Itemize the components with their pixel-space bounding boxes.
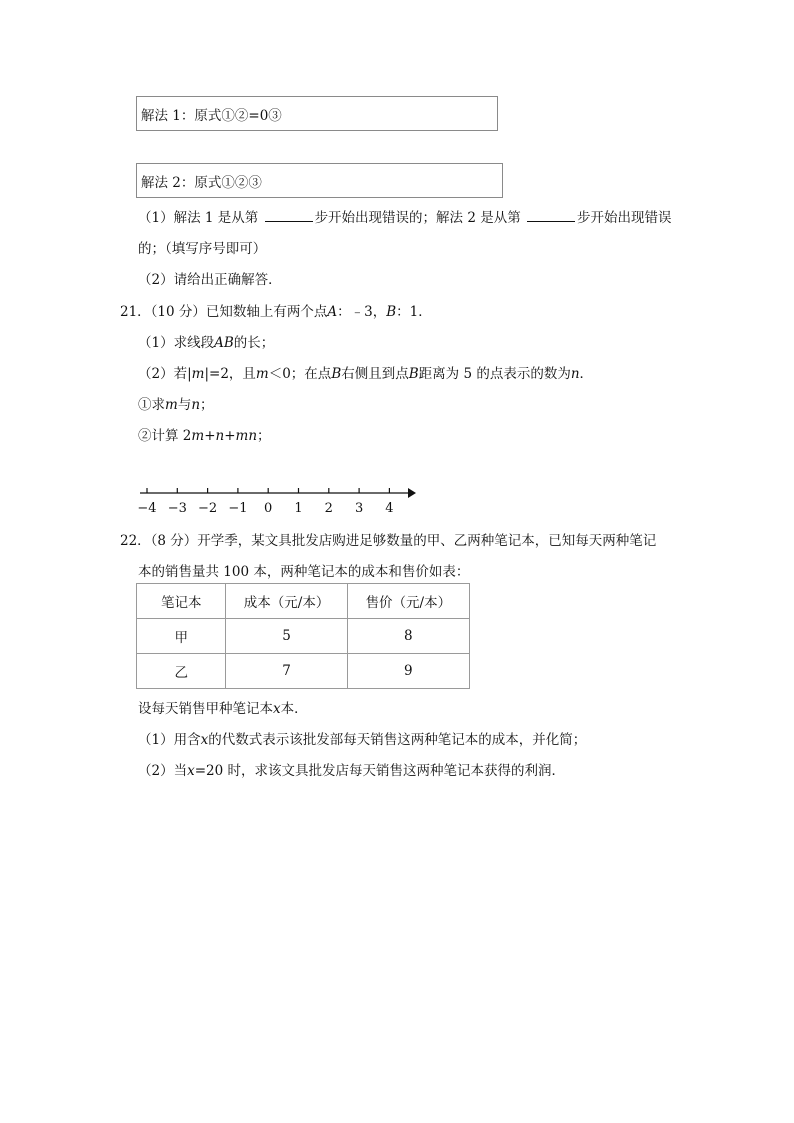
q20-part1-line2: 的；（填写序号即可） (138, 241, 267, 257)
number-line-tick-label: 4 (385, 501, 394, 516)
q22-p1-a: （1）用含 (138, 732, 201, 748)
table-cell: 甲 (137, 619, 226, 654)
q21-s2-a: ②计算 2 (138, 428, 192, 444)
table-cell: 7 (226, 654, 347, 689)
q22-set-a: 设每天销售甲种笔记本 (138, 701, 273, 717)
q21-s2-d: ； (257, 428, 271, 444)
var-x: x (273, 701, 281, 717)
q20-part2: （2）请给出正确解答． (138, 272, 282, 288)
table-header-row (137, 584, 470, 619)
q22-set (138, 697, 308, 717)
q20-part1-a: （1）解法 1 是从第 (138, 210, 259, 226)
var-m: m (255, 366, 269, 382)
var-x: x (200, 732, 209, 748)
q21-header-a: 21．（10 分）已知数轴上有两个点 (120, 304, 328, 320)
table-row (137, 619, 470, 654)
q21-p1-b: 的长； (233, 335, 275, 351)
table-header-cell: 成本（元/本） (226, 584, 347, 619)
point-b-label: B (386, 304, 397, 320)
number-line (132, 480, 432, 520)
answer-blank-1[interactable] (265, 209, 313, 222)
point-b-label: B (408, 366, 419, 382)
q22-p2-b: =20 时，求该文具批发店每天销售这两种笔记本获得的利润． (194, 763, 565, 779)
q21-s1-a: ①求 (138, 397, 165, 413)
q22-part2 (138, 759, 565, 779)
method1-box (136, 96, 498, 131)
q21-p2-f: ． (579, 366, 594, 382)
q21-s1-b: 与 (177, 397, 192, 413)
number-line-tick-label: 3 (354, 501, 364, 516)
number-line-tick-label: 0 (264, 501, 273, 516)
method2-prefix: 解法 2：原式 (141, 175, 222, 191)
q21-s2-c: + (224, 428, 236, 444)
q22-line1: 22．（8 分）开学季，某文具批发店购进足够数量的甲、乙两种笔记本，已知每天两种笔记 (120, 533, 657, 549)
q21-s1-c: ； (200, 397, 214, 413)
var-m: m (191, 366, 205, 382)
q21-p2-e: 距离为 5 的点表示的数为 (418, 366, 571, 382)
segment-ab-label: AB (214, 335, 234, 351)
q22-line2: 本的销售量共 100 本，两种笔记本的成本和售价如表： (138, 564, 470, 580)
method2-text (141, 171, 262, 191)
q21-s2-b: + (204, 428, 216, 444)
q21-p2-b: |=2，且 (204, 366, 256, 382)
q21-p2-d: 右侧且到点 (341, 366, 409, 382)
q20-part1-line1 (138, 206, 672, 226)
number-line-tick-label: −4 (137, 501, 157, 516)
q21-header-c: ：1． (396, 304, 432, 320)
table-row (137, 654, 470, 689)
price-table (136, 583, 470, 689)
var-mn: mn (235, 428, 258, 444)
method1-prefix: 解法 1：原式 (141, 108, 222, 124)
q20-part1-c: 步开始出现错误 (577, 210, 672, 226)
q22-set-b: 本． (280, 701, 308, 717)
q22-p2-a: （2）当 (138, 763, 188, 779)
var-x: x (187, 763, 195, 779)
number-line-tick-label: −1 (228, 501, 248, 516)
q20-part1-b: 步开始出现错误的；解法 2 是从第 (314, 210, 521, 226)
answer-blank-2[interactable] (527, 209, 575, 222)
q21-p2-a: （2）若| (138, 366, 192, 382)
var-n: n (191, 397, 201, 413)
point-a-label: A (327, 304, 338, 320)
number-line-tick-label: −3 (167, 501, 187, 516)
q21-sub1 (138, 393, 214, 413)
number-line-tick-label: 2 (324, 501, 333, 516)
method2-marks: ①②③ (221, 175, 262, 191)
var-n: n (570, 366, 580, 382)
number-line-arrow-icon (408, 488, 416, 498)
q21-part1 (138, 331, 274, 351)
q21-sub2 (138, 424, 271, 444)
method1-text (141, 104, 282, 124)
var-m: m (165, 397, 178, 413)
var-n: n (215, 428, 225, 444)
table-cell: 8 (347, 619, 469, 654)
var-m: m (191, 428, 205, 444)
q22-p1-b: 的代数式表示该批发部每天销售这两种笔记本的成本，并化简； (208, 732, 587, 748)
table-cell: 5 (226, 619, 347, 654)
q21-p1-a: （1）求线段 (138, 335, 215, 351)
q21-part2 (138, 362, 593, 382)
q21-p2-c: ＜0；在点 (268, 366, 332, 382)
q21-header (120, 300, 432, 320)
table-header-cell: 笔记本 (137, 584, 226, 619)
method1-marks: ①②=0③ (221, 108, 282, 124)
number-line-tick-label: −2 (198, 501, 218, 516)
q21-header-b: ：﹣3， (337, 304, 387, 320)
table-cell: 乙 (137, 654, 226, 689)
table-header-cell: 售价（元/本） (347, 584, 469, 619)
number-line-tick-label: 1 (294, 501, 303, 516)
point-b-label: B (331, 366, 342, 382)
q22-part1 (138, 728, 586, 748)
method2-box (136, 163, 503, 198)
table-cell: 9 (347, 654, 469, 689)
